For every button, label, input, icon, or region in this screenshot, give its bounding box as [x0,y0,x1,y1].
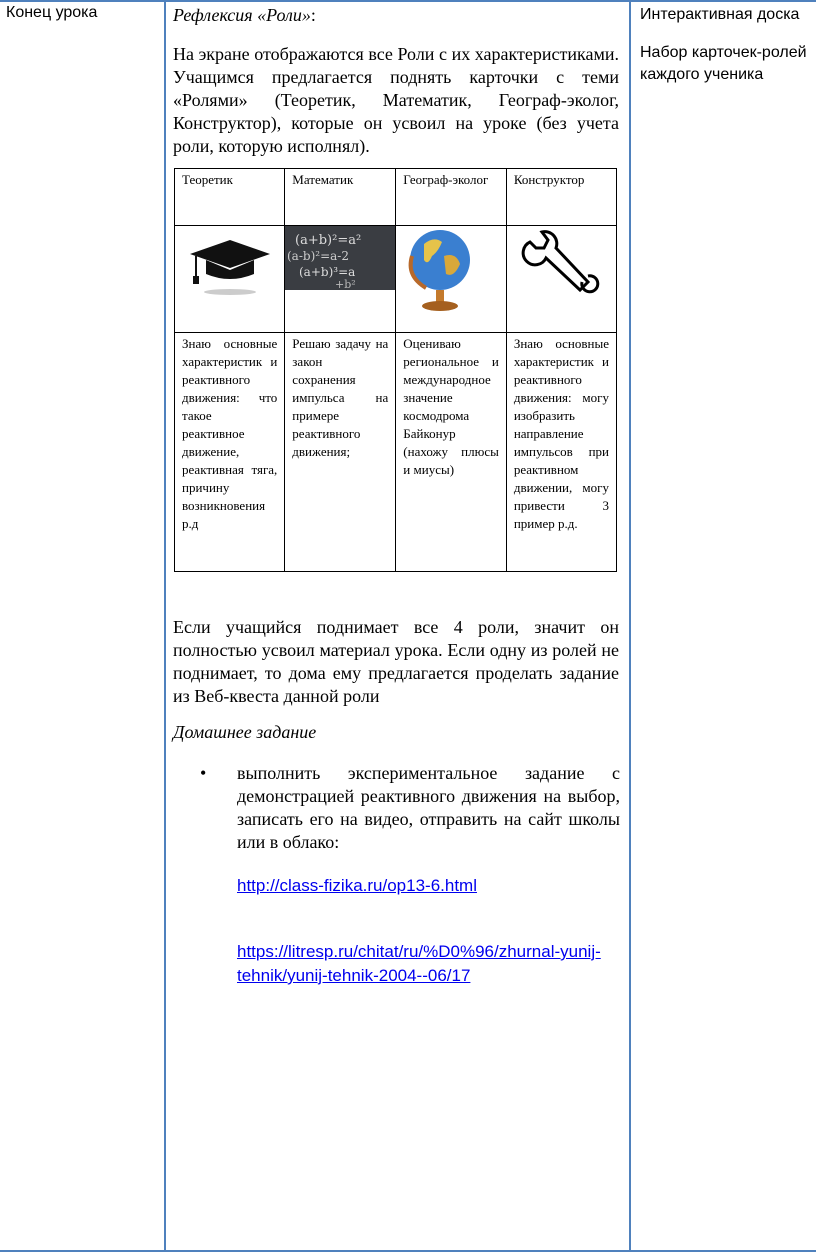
role-description: Решаю задачу на закон сохранения импульса на примере реактивного движения; [285,333,396,572]
roles-image-row [175,226,617,333]
homework-title: Домашнее задание [173,722,317,742]
roles-description-row [175,333,617,572]
homework-link-2[interactable]: https://litresp.ru/chitat/ru/%D0%96/zhurnal-yunij-tehnik/yunij-tehnik-2004--06/17 [237,942,601,985]
svg-text:(a+b)³=a: (a+b)³=a [299,265,356,279]
role-description: Знаю основные характеристик и реактивного движения: могу изобразить направление импульсов при реактивном движении, могу привести 3 пример р.д. [506,333,616,572]
roles-table [174,168,617,572]
svg-text:+b²: +b² [335,278,356,290]
role-name: Математик [285,169,396,226]
bullet-icon: • [200,763,207,783]
globe-icon [402,226,482,316]
role-description: Оцениваю региональное и международное значение космодрома Байконур (нахожу плюсы и миусы) [396,333,507,572]
title-colon: : [310,5,316,25]
main-content [173,4,619,158]
homework-text: выполнить экспериментальное задание с демонстрацией реактивного движения на выбор, записать его на видео, отправить на сайт школы или в облако: [237,763,620,852]
homework-link-1[interactable]: http://class-fizika.ru/op13-6.html [237,876,477,895]
resource-item: Набор карточек-ролей каждого ученика [640,44,807,83]
math-formulas-icon [285,226,395,290]
intro-paragraph: На экране отображаются все Роли с их характеристиками. Учащимся предлагается поднять карточки с теми «Ролями» (Теоретик, Математик, Географ-эколог, Конструктор), которые он усвоил на уроке (без учета роли, которую исполнял). [173,44,619,156]
row-border-top [0,0,816,2]
role-description: Знаю основные характеристик и реактивного движения: что такое реактивное движение, реактивная тяга, причину возникновения р.д [175,333,285,572]
role-name: Географ-эколог [396,169,507,226]
wrench-icon [516,230,606,310]
reflection-title: Рефлексия «Роли» [173,5,311,25]
svg-text:(a-b)²=a-2: (a-b)²=a-2 [287,249,350,263]
roles-header-row [175,169,617,226]
graduation-cap-icon [182,230,278,300]
role-name: Теоретик [175,169,285,226]
resource-item: Интерактивная доска [640,6,800,23]
stage-label: Конец урока [6,4,98,21]
column-divider [629,0,631,1252]
column-divider [164,0,166,1252]
conclusion-paragraph: Если учащийся поднимает все 4 роли, значит он полностью усвоил материал урока. Если одну из ролей не поднимает, то дома ему предлагается проделать задание из Веб-квеста данной роли [173,617,619,706]
row-border-bottom [0,1250,816,1252]
resources-column [640,4,816,98]
role-name: Конструктор [506,169,616,226]
svg-text:(a+b)²=a²: (a+b)²=a² [295,233,362,248]
